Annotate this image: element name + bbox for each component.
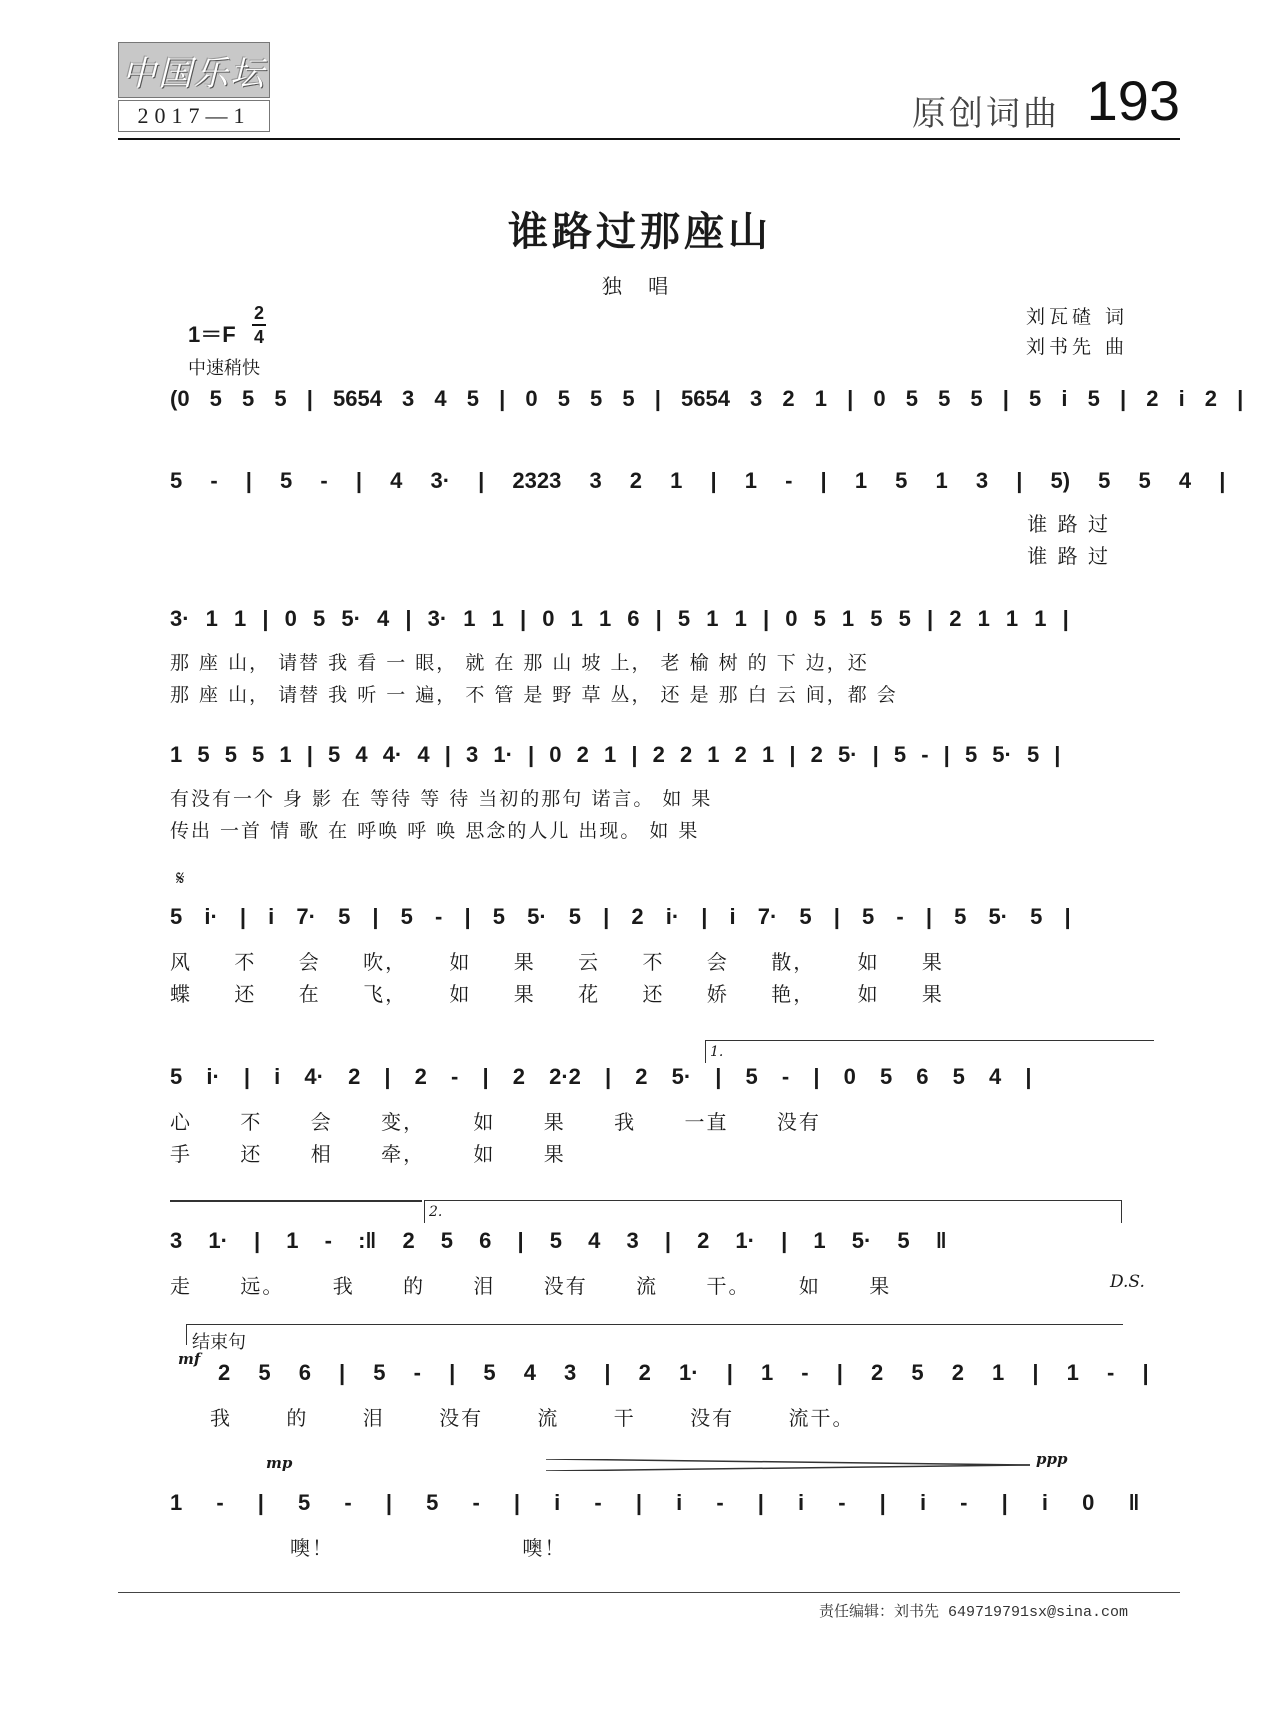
score-system-4: [170, 742, 1130, 852]
footer-credit: [819, 1600, 1128, 1621]
magazine-logo-text: 中国乐坛: [122, 53, 266, 94]
notation-line: 5 i· | i 7· 5 | 5 - | 5 5· 5 | 2 i· | i 7· 5 | 5 - | 5 5· 5 |: [170, 904, 1071, 929]
score-system-7: [170, 1228, 1130, 1308]
composer-credit: 刘书先 曲: [1025, 336, 1128, 358]
dynamic-mf: mf: [178, 1350, 201, 1368]
notation-line: 2 5 6 | 5 - | 5 4 3 | 2 1· | 1 - | 2 5 2 1 | 1 - |: [218, 1360, 1149, 1385]
decrescendo-hairpin: [546, 1456, 1030, 1468]
lyrics-verse-1: 我 的 泪 没有 流 干 没有 流干。: [210, 1406, 855, 1430]
notation-line: 5 i· | i 4· 2 | 2 - | 2 2·2 | 2 5· | 5 - | 0 5 6 5 4 |: [170, 1064, 1032, 1089]
volta-label: 1.: [710, 1044, 724, 1060]
lyrics-verse-1: 走 远。 我 的 泪 没有 流 干。 如 果: [170, 1274, 892, 1298]
score-system-3: [170, 606, 1130, 716]
score-system-8: [170, 1360, 1149, 1440]
magazine-logo: [118, 42, 270, 98]
time-signature-line: [252, 324, 266, 326]
volta-label: 2.: [429, 1204, 443, 1220]
section-title: 原创词曲: [912, 94, 1060, 134]
lyrics-verse-2: 传出 一首 情 歌 在 呼唤 呼 唤 思念的人儿 出现。 如 果: [170, 820, 700, 842]
time-signature-top: 2: [253, 303, 264, 323]
lyrics-verse-2: 手 还 相 牵， 如 果: [170, 1142, 566, 1166]
decrescendo-icon: [546, 1459, 1030, 1471]
editor-credit: 责任编辑：刘书先: [818, 1604, 939, 1621]
section-label: 结束句: [192, 1332, 246, 1353]
dynamic-mp: mp: [266, 1454, 293, 1472]
lyrics-verse-2: 谁 路 过: [1027, 544, 1110, 568]
segno-sign: 𝄋: [176, 866, 185, 890]
volta-bracket-1: [705, 1040, 1154, 1063]
time-signature: [252, 302, 266, 348]
page-number: 193: [1086, 69, 1180, 132]
notation-line: 3· 1 1 | 0 5 5· 4 | 3· 1 1 | 0 1 1 6 | 5 1 1 | 0 5 1 5 5 | 2 1 1 1 |: [170, 606, 1069, 631]
lyrics-verse-1: 那 座 山， 请替 我 看 一 眼， 就 在 那 山 坡 上， 老 榆 树 的 下 边，还: [170, 652, 869, 674]
issue-number: 2017—1: [118, 100, 270, 132]
lyrics-verse-1: 噢！ 噢！: [290, 1536, 567, 1560]
notation-line: 5 - | 5 - | 4 3· | 2323 3 2 1 | 1 - | 1 5 1 3 | 5) 5 5 4 |: [170, 468, 1226, 493]
lyrics-verse-1: 风 不 会 吹， 如 果 云 不 会 散， 如 果: [170, 950, 944, 974]
key-signature: 1＝F: [188, 322, 236, 347]
lyrics-verse-1: 心 不 会 变， 如 果 我 一直 没有: [170, 1110, 821, 1134]
score-system-2: [170, 468, 1226, 578]
lyrics-verse-2: 蝶 还 在 飞， 如 果 花 还 娇 艳， 如 果: [170, 982, 944, 1006]
lyricist-credit: 刘瓦碴 词: [1025, 306, 1128, 328]
lyrics-verse-1: 有没有一个 身 影 在 等待 等 待 当初的那句 诺言。 如 果: [170, 788, 713, 810]
notation-line: 1 5 5 5 1 | 5 4 4· 4 | 3 1· | 0 2 1 | 2 2 1 2 1 | 2 5· | 5 - | 5 5· 5 |: [170, 742, 1061, 767]
performance-type: 独 唱: [601, 274, 679, 298]
dynamic-ppp: ppp: [1036, 1450, 1068, 1468]
song-title: 谁路过那座山: [508, 208, 772, 255]
dal-segno-mark: D.S.: [1110, 1272, 1145, 1292]
volta-1-continuation: [170, 1200, 422, 1202]
tempo-marking: 中速稍快: [188, 358, 260, 379]
editor-email: 649719791sx@sina.com: [947, 1604, 1128, 1621]
notation-line: 1 - | 5 - | 5 - | i - | i - | i - | i - | i 0 ‖: [170, 1490, 1140, 1515]
lyrics-verse-2: 那 座 山， 请替 我 听 一 遍， 不 管 是 野 草 丛， 还 是 那 白 云 间，都 会: [170, 684, 898, 706]
score-system-6: [170, 1064, 1130, 1174]
coda-bracket: [186, 1324, 1123, 1345]
volta-bracket-2: [424, 1200, 1122, 1223]
notation-line: (0 5 5 5 | 5654 3 4 5 | 0 5 5 5 | 5654 3 2 1 | 0 5 5 5 | 5 i 5 | 2 i 2 |: [170, 386, 1244, 411]
notation-line: 3 1· | 1 - :‖ 2 5 6 | 5 4 3 | 2 1· | 1 5· 5 ‖: [170, 1228, 947, 1253]
score-system-9: [170, 1490, 1140, 1570]
lyrics-verse-1: 谁 路 过: [1027, 512, 1110, 536]
score-system-5: [170, 904, 1130, 1014]
header-divider: [118, 138, 1180, 140]
score-system-1: [170, 386, 1244, 426]
footer-divider: [118, 1592, 1180, 1593]
time-signature-bottom: 4: [253, 327, 264, 347]
